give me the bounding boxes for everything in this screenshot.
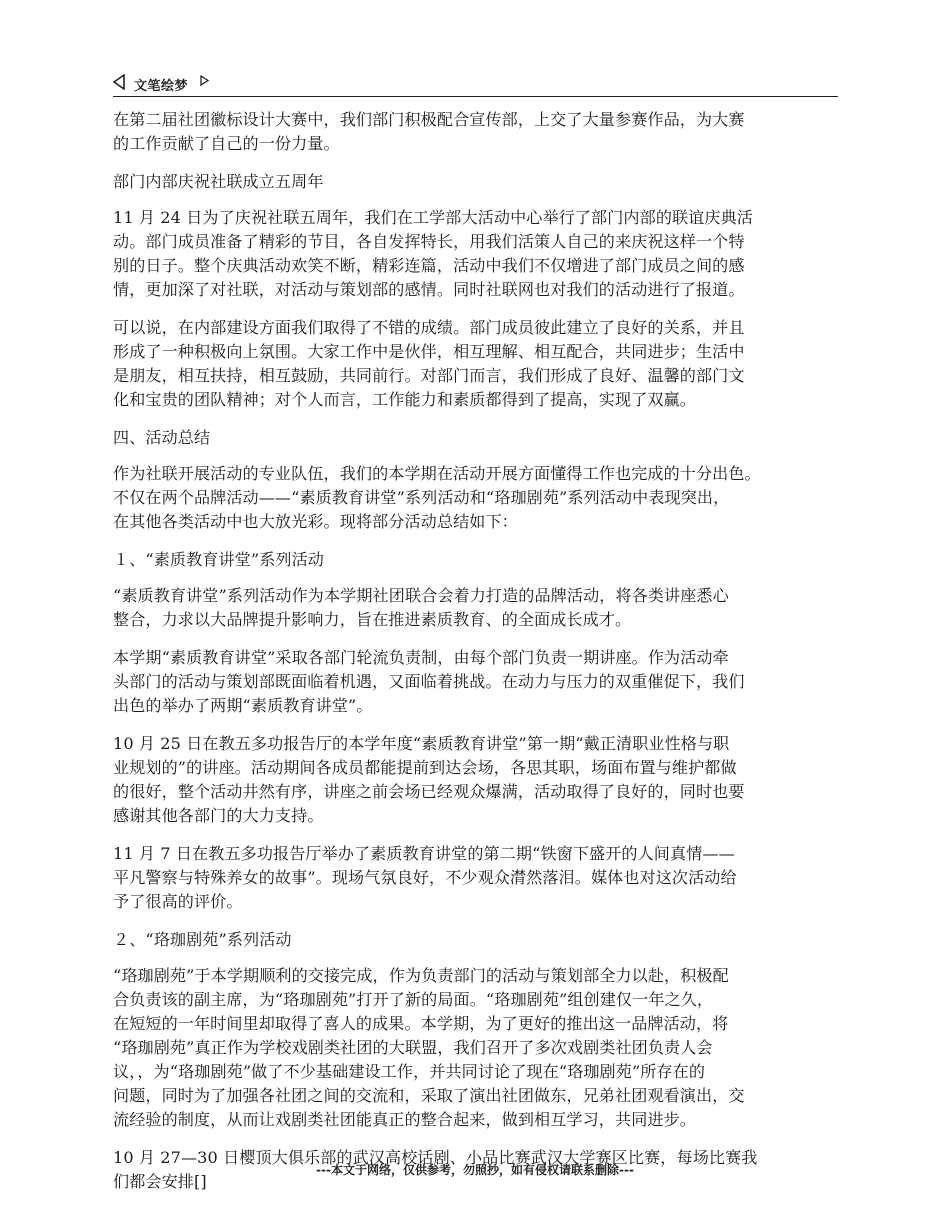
text-line: 流经验的制度，从而让戏剧类社团能真正的整合起来，做到相互学习，共同进步。 — [113, 1110, 696, 1129]
paragraph — [113, 842, 853, 914]
text-line: 形成了一种积极向上氛围。大家工作中是伙伴，相互理解、相互配合，共同进步；生活中 — [113, 342, 745, 361]
section-heading — [113, 426, 853, 450]
text-line: 头部门的活动与策划部既面临着机遇，又面临着挑战。在动力与压力的双重催促下，我们 — [113, 672, 745, 691]
text-line: 的工作贡献了自己的一份力量。 — [113, 134, 340, 153]
paragraph — [113, 206, 853, 302]
text-line: 情，更加深了对社联，对活动与策划部的感情。同时社联网也对我们的活动进行了报道。 — [113, 280, 745, 299]
text-line: 不仅在两个品牌活动——“素质教育讲堂”系列活动和“珞珈剧苑”系列活动中表现突出， — [113, 488, 730, 507]
text-line: 别的日子。整个庆典活动欢笑不断，精彩连篇，活动中我们不仅增进了部门成员之间的感 — [113, 256, 745, 275]
text-line: 予了很高的评价。 — [113, 892, 243, 911]
text-line: 是朋友，相互扶持，相互鼓励，共同前行。对部门而言，我们形成了良好、温馨的部门文 — [113, 366, 745, 385]
text-line: “珞珈剧苑”真正作为学校戏剧类社团的大联盟，我们召开了多次戏剧类社团负责人会 — [113, 1038, 713, 1057]
text-line: 在其他各类活动中也大放光彩。现将部分活动总结如下： — [113, 512, 518, 531]
text-line: 平凡警察与特殊养女的故事”。现场气氛良好，不少观众潸然落泪。媒体也对这次活动给 — [113, 868, 737, 887]
paragraph — [113, 964, 853, 1132]
text-line: 的很好，整个活动井然有序，讲座之前会场已经观众爆满，活动取得了良好的，同时也要 — [113, 782, 745, 801]
text-line: 11 月 7 日在教五多功报告厅举办了素质教育讲堂的第二期“铁窗下盛开的人间真情—— — [113, 844, 735, 863]
text-line: 四、活动总结 — [113, 428, 211, 447]
paragraph — [113, 108, 853, 156]
triangle-left-icon — [113, 74, 125, 90]
text-line: ２、“珞珈剧苑”系列活动 — [113, 930, 292, 949]
text-line: 在短短的一年时间里却取得了喜人的成果。本学期，为了更好的推出这一品牌活动，将 — [113, 1014, 729, 1033]
footer-notice: ---本文于网络，仅供参考，勿照抄，如有侵权请联系删除--- — [316, 1163, 634, 1177]
text-line: 感谢其他各部门的大力支持。 — [113, 806, 324, 825]
text-line: 议，，为“珞珈剧苑”做了不少基础建设工作，并共同讨论了现在“珞珈剧苑”所存在的 — [113, 1062, 706, 1081]
page-header — [113, 72, 838, 97]
paragraph — [113, 732, 853, 828]
paragraph — [113, 584, 853, 632]
text-line: 本学期“素质教育讲堂”采取各部门轮流负责制，由每个部门负责一期讲座。作为活动牵 — [113, 648, 729, 667]
triangle-right-icon — [200, 75, 209, 86]
section-heading — [113, 548, 853, 572]
section-heading — [113, 170, 853, 194]
text-line: １、“素质教育讲堂”系列活动 — [113, 550, 324, 569]
text-line: 业规划的”的讲座。活动期间各成员都能提前到达会场，各思其职，场面布置与维护都做 — [113, 758, 737, 777]
paragraph — [113, 646, 853, 718]
text-line: 化和宝贵的团队精神；对个人而言，工作能力和素质都得到了提高，实现了双赢。 — [113, 390, 696, 409]
text-line: 出色的举办了两期“素质教育讲堂”。 — [113, 696, 373, 715]
brand-name: 文笔绘梦 — [134, 79, 189, 94]
text-line: “素质教育讲堂”系列活动作为本学期社团联合会着力打造的品牌活动，将各类讲座悉心 — [113, 586, 729, 605]
paragraph — [113, 462, 853, 534]
text-line: “珞珈剧苑”于本学期顺利的交接完成，作为负责部门的活动与策划部全力以赴，积极配 — [113, 966, 729, 985]
text-line: 作为社联开展活动的专业队伍，我们的本学期在活动开展方面懂得工作也完成的十分出色。 — [113, 464, 761, 483]
document-body — [113, 108, 853, 1208]
text-line: 在第二届社团徽标设计大赛中，我们部门积极配合宣传部，上交了大量参赛作品，为大赛 — [113, 110, 745, 129]
text-line: 们都会安排[] — [113, 1172, 207, 1191]
text-line: 部门内部庆祝社联成立五周年 — [113, 172, 324, 191]
text-line: 可以说，在内部建设方面我们取得了不错的成绩。部门成员彼此建立了良好的关系，并且 — [113, 318, 745, 337]
text-line: 11 月 24 日为了庆祝社联五周年，我们在工学部大活动中心举行了部门内部的联谊庆典活 — [113, 208, 753, 227]
text-line: 10 月 27—30 日樱顶大俱乐部的武汉高校话剧、小品比赛武汉大学赛区比赛，每场比赛我 — [113, 1148, 758, 1167]
section-heading — [113, 928, 853, 952]
text-line: 10 月 25 日在教五多功报告厅的本学年度“素质教育讲堂”第一期“戴正清职业性格与职 — [113, 734, 730, 753]
paragraph — [113, 316, 853, 412]
text-line: 合负责该的副主席，为“珞珈剧苑”打开了新的局面。“珞珈剧苑”组创建仅一年之久， — [113, 990, 714, 1009]
text-line: 动。部门成员准备了精彩的节目，各自发挥特长，用我们活策人自己的来庆祝这样一个特 — [113, 232, 745, 251]
text-line: 整合，力求以大品牌提升影响力，旨在推进素质教育、的全面成长成才。 — [113, 610, 632, 629]
text-line: 问题，同时为了加强各社团之间的交流和，采取了演出社团做东，兄弟社团观看演出，交 — [113, 1086, 745, 1105]
